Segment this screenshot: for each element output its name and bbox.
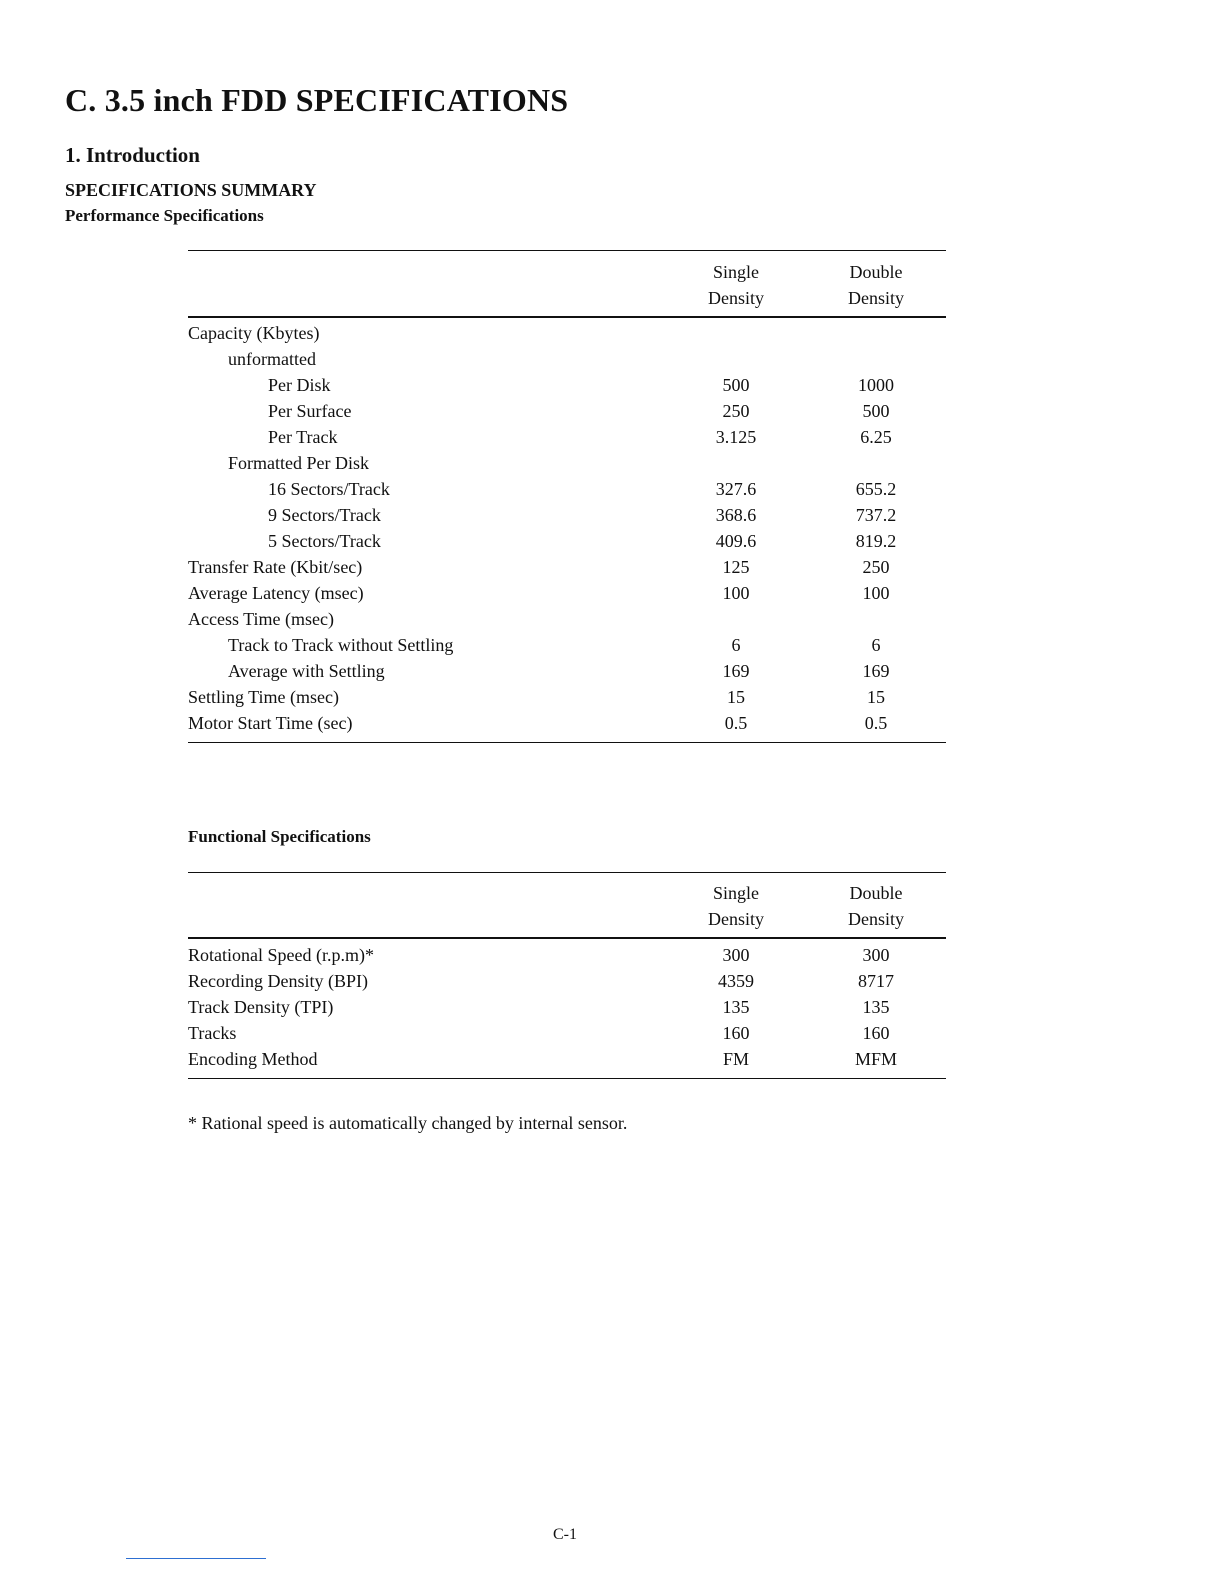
double-density-value: 100 — [862, 583, 890, 603]
single-density-value: 100 — [722, 583, 750, 603]
row-label: Per Track — [268, 427, 338, 447]
performance-header-rule — [188, 316, 946, 318]
page-number: C-1 — [553, 1526, 577, 1543]
double-density-value: 6 — [871, 635, 881, 655]
functional-col-double-line1: Double — [849, 883, 903, 903]
performance-top-rule — [188, 250, 946, 251]
row-label: Access Time (msec) — [188, 609, 334, 629]
functional-heading: Functional Specifications — [188, 827, 371, 846]
double-density-value: 737.2 — [855, 505, 897, 525]
table-row — [188, 658, 946, 684]
functional-col-single-line2: Density — [708, 909, 764, 929]
single-density-value: FM — [722, 1049, 749, 1069]
functional-col-double-line2: Density — [848, 909, 904, 929]
table-row — [188, 1046, 946, 1072]
row-label: Motor Start Time (sec) — [188, 713, 353, 733]
table-row — [188, 606, 946, 632]
row-label: unformatted — [228, 349, 316, 369]
row-label: Tracks — [188, 1023, 237, 1043]
double-density-value: 169 — [862, 661, 890, 681]
page-title: C. 3.5 inch FDD SPECIFICATIONS — [65, 82, 569, 118]
functional-col-double-header — [816, 880, 936, 932]
row-label: Per Surface — [268, 401, 352, 421]
table-row — [188, 580, 946, 606]
bottom-divider — [126, 1558, 266, 1559]
table-row — [188, 528, 946, 554]
table-row — [188, 450, 946, 476]
performance-table — [188, 320, 946, 736]
functional-bottom-rule — [188, 1078, 946, 1079]
double-density-value: 160 — [862, 1023, 890, 1043]
single-density-value: 409.6 — [715, 531, 757, 551]
functional-col-single-header — [676, 880, 796, 932]
single-density-value: 125 — [722, 557, 750, 577]
double-density-value: 0.5 — [864, 713, 888, 733]
double-density-value: 655.2 — [855, 479, 897, 499]
double-density-value: 15 — [867, 687, 885, 707]
performance-bottom-rule — [188, 742, 946, 743]
row-label: Formatted Per Disk — [228, 453, 369, 473]
table-row — [188, 554, 946, 580]
single-density-value: 3.125 — [715, 427, 757, 447]
row-label: Encoding Method — [188, 1049, 318, 1069]
double-density-value: 1000 — [858, 375, 894, 395]
table-row — [188, 502, 946, 528]
row-label: 5 Sectors/Track — [268, 531, 381, 551]
row-label: Rotational Speed (r.p.m)* — [188, 945, 374, 965]
double-density-value: 819.2 — [855, 531, 897, 551]
performance-heading: Performance Specifications — [65, 206, 264, 225]
single-density-value: 500 — [722, 375, 750, 395]
row-label: 16 Sectors/Track — [268, 479, 390, 499]
table-row — [188, 968, 946, 994]
double-density-value: 250 — [862, 557, 890, 577]
double-density-value: 500 — [862, 401, 890, 421]
performance-col-single-header — [676, 259, 796, 311]
row-label: Settling Time (msec) — [188, 687, 340, 707]
row-label: Track Density (TPI) — [188, 997, 334, 1017]
row-label: Transfer Rate (Kbit/sec) — [188, 557, 363, 577]
single-density-value: 6 — [731, 635, 741, 655]
single-density-value: 300 — [722, 945, 750, 965]
performance-col-double-line2: Density — [848, 288, 904, 308]
performance-col-double-header — [816, 259, 936, 311]
table-row — [188, 1020, 946, 1046]
table-row — [188, 372, 946, 398]
row-label: Track to Track without Settling — [228, 635, 454, 655]
single-density-value: 15 — [727, 687, 745, 707]
summary-heading: SPECIFICATIONS SUMMARY — [65, 180, 317, 200]
double-density-value: MFM — [854, 1049, 898, 1069]
table-row — [188, 398, 946, 424]
row-label: 9 Sectors/Track — [268, 505, 381, 525]
double-density-value: 8717 — [858, 971, 894, 991]
table-row — [188, 476, 946, 502]
row-label: Average with Settling — [228, 661, 385, 681]
performance-col-single-line2: Density — [708, 288, 764, 308]
single-density-value: 368.6 — [715, 505, 757, 525]
functional-top-rule — [188, 872, 946, 873]
table-row — [188, 346, 946, 372]
table-row — [188, 994, 946, 1020]
section-heading: 1. Introduction — [65, 143, 200, 167]
row-label: Average Latency (msec) — [188, 583, 364, 603]
single-density-value: 4359 — [718, 971, 754, 991]
single-density-value: 135 — [722, 997, 750, 1017]
performance-col-single-line1: Single — [712, 262, 759, 282]
functional-header-rule — [188, 937, 946, 939]
row-label: Capacity (Kbytes) — [188, 323, 320, 343]
footnote: * Rational speed is automatically changed by internal sensor. — [188, 1113, 628, 1133]
table-row — [188, 632, 946, 658]
table-row — [188, 942, 946, 968]
functional-col-single-line1: Single — [712, 883, 759, 903]
single-density-value: 250 — [722, 401, 750, 421]
table-row — [188, 320, 946, 346]
single-density-value: 169 — [722, 661, 750, 681]
row-label: Recording Density (BPI) — [188, 971, 368, 991]
table-row — [188, 710, 946, 736]
single-density-value: 327.6 — [715, 479, 757, 499]
table-row — [188, 424, 946, 450]
double-density-value: 135 — [862, 997, 890, 1017]
table-row — [188, 684, 946, 710]
functional-table — [188, 942, 946, 1072]
performance-col-double-line1: Double — [849, 262, 903, 282]
row-label: Per Disk — [268, 375, 331, 395]
double-density-value: 6.25 — [860, 427, 892, 447]
single-density-value: 0.5 — [724, 713, 748, 733]
single-density-value: 160 — [722, 1023, 750, 1043]
double-density-value: 300 — [862, 945, 890, 965]
